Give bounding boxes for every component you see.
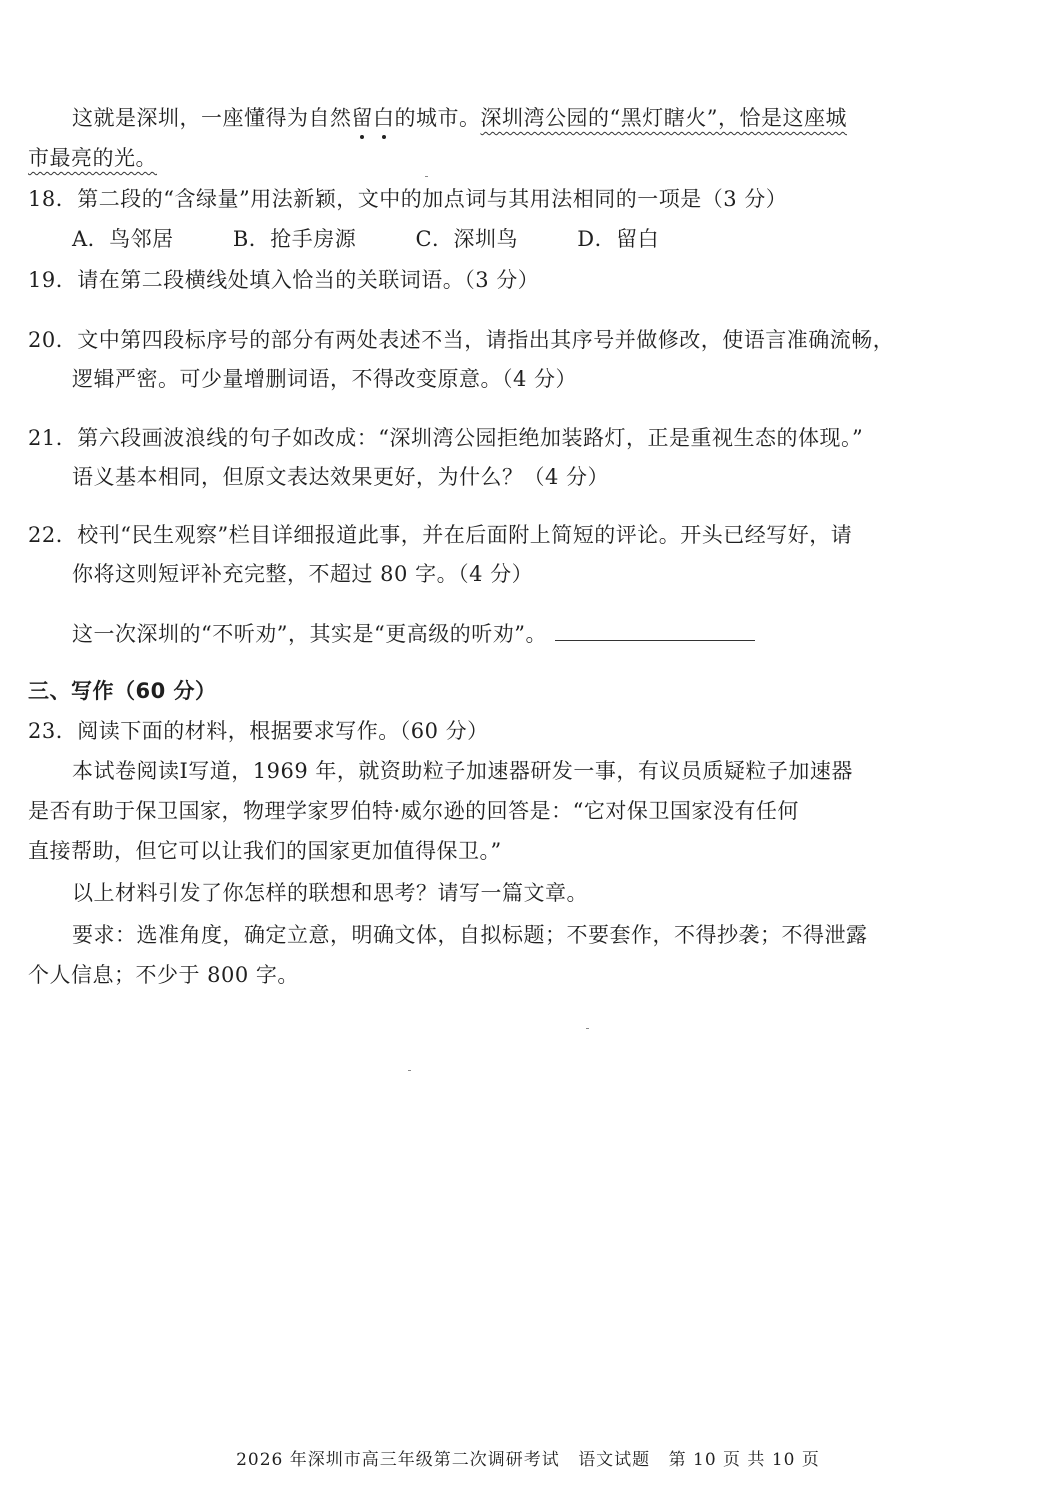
question-19 [28,265,539,295]
question-stem: 18．第二段的“含绿量”用法新颖，文中的加点词与其用法相同的一项是（3 分） [28,187,788,211]
passage-text: 的城市。 [394,106,481,130]
option-a: A．鸟邻居 [72,227,174,251]
option-d: D．留白 [577,227,660,251]
question-stem: 逻辑严密。可少量增删词语，不得改变原意。（4 分） [72,367,578,391]
page-footer [0,1445,1056,1470]
scan-speck [586,1028,589,1029]
question-stem: 语义基本相同，但原文表达效果更好，为什么？（4 分） [72,465,610,489]
question-stem: 22．校刊“民生观察”栏目详细报道此事，并在后面附上简短的评论。开头已经写好，请 [28,523,853,547]
question-23 [28,716,489,746]
question-18 [28,184,787,214]
question-stem: 20．文中第四段标序号的部分有两处表述不当，请指出其序号并做修改，使语言准确流畅， [28,328,895,352]
requirements-text: 要求：选准角度，确定立意，明确文体，自拟标题；不要套作，不得抄袭；不得泄露 [72,923,868,947]
section-title: 三、写作（60 分） [28,679,217,703]
material-text: 本试卷阅读Ⅰ写道，1969 年，就资助粒子加速器研发一事，有议员质疑粒子加速器 [72,759,853,783]
question-21-line-2 [72,462,609,492]
subject-name: 语文试题 [578,1450,651,1470]
wavy-underlined-sentence: 深圳湾公园的“黑灯瞎火”，恰是这座城 [480,106,847,130]
answer-blank[interactable] [555,620,755,641]
prompt-text: 以上材料引发了你怎样的联想和思考？请写一篇文章。 [72,881,588,905]
passage-line-1 [72,103,847,133]
requirements-line-2 [28,960,299,990]
option-c: C．深圳鸟 [415,227,519,251]
question-stem: 21．第六段画波浪线的句子如改成：“深圳湾公园拒绝加装路灯，正是重视生态的体现。” [28,426,864,450]
option-b: B．抢手房源 [232,227,357,251]
dotted-char: 白 [373,103,395,133]
requirements-line-1 [72,920,868,950]
answer-prompt: 这一次深圳的“不听劝”，其实是“更高级的听劝”。 [72,622,547,646]
question-22-line-2 [72,559,533,589]
material-line-3 [28,836,502,866]
section-heading [28,676,217,706]
material-text: 是否有助于保卫国家，物理学家罗伯特·威尔逊的回答是：“它对保卫国家没有任何 [28,799,799,823]
question-stem: 你将这则短评补充完整，不超过 80 字。（4 分） [72,562,534,586]
exam-name: 2026 年深圳市高三年级第二次调研考试 [236,1450,560,1470]
material-text: 直接帮助，但它可以让我们的国家更加值得保卫。” [28,839,502,863]
scan-speck [408,1070,411,1071]
requirements-text: 个人信息；不少于 800 字。 [28,963,299,987]
question-20-line-2 [72,364,577,394]
material-line-1 [72,756,853,786]
page-number: 第 10 页 共 10 页 [668,1450,820,1470]
passage-line-2 [28,143,157,173]
wavy-underlined-sentence: 市最亮的光。 [28,146,157,170]
passage-text: 这就是深圳，一座懂得为自然 [72,106,352,130]
dotted-char: 留 [352,103,374,133]
question-22-answer [72,619,755,649]
material-line-2 [28,796,799,826]
question-stem: 19．请在第二段横线处填入恰当的关联词语。（3 分） [28,268,540,292]
question-22 [28,520,852,550]
question-stem: 23．阅读下面的材料，根据要求写作。（60 分） [28,719,489,743]
writing-prompt [72,878,588,908]
scan-speck [425,176,428,177]
question-18-options [72,224,711,254]
question-21 [28,423,863,453]
question-20 [28,325,894,355]
